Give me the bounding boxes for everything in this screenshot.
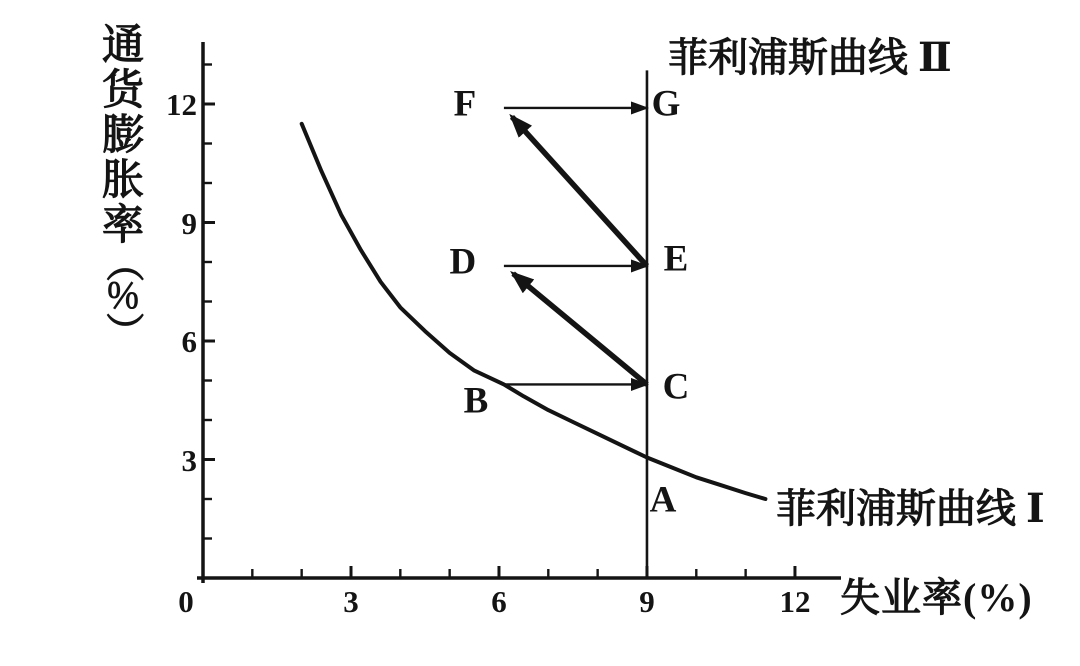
- curve-ii-label: 菲利浦斯曲线 Ⅱ: [668, 35, 952, 80]
- point-label-C: C: [662, 366, 690, 408]
- y-axis-title: [96, 23, 150, 350]
- y-tick-label-6: 6: [181, 324, 197, 359]
- y-axis-title-char: 胀: [101, 158, 144, 204]
- y-axis-title-char: ％: [105, 277, 141, 316]
- point-label-E: E: [663, 238, 689, 280]
- y-tick-label-12: 12: [166, 87, 197, 122]
- x-tick-label-3: 3: [343, 584, 359, 619]
- point-label-G: G: [651, 83, 681, 125]
- y-tick-label-3: 3: [181, 442, 197, 478]
- x-tick-label-9: 9: [639, 584, 655, 619]
- y-axis-title-char: 膨: [101, 113, 144, 159]
- curve-i-label: 菲利浦斯曲线 Ⅰ: [776, 486, 1045, 531]
- curves: [302, 70, 766, 578]
- point-label-D: D: [449, 241, 477, 283]
- point-label-F: F: [453, 83, 477, 125]
- arrow-E-to-F: [512, 117, 647, 266]
- adjustment-arrows: [504, 108, 647, 385]
- x-tick-label-6: 6: [491, 584, 507, 619]
- y-axis-title-char: 率: [101, 203, 144, 249]
- y-axis-title-char: （: [102, 243, 144, 282]
- y-tick-label-9: 9: [181, 205, 197, 241]
- y-axis-title-char: 货: [101, 68, 144, 114]
- arrow-C-to-D: [513, 274, 647, 385]
- x-axis-title: 失业率(%): [840, 575, 1033, 620]
- x-tick-label-0: 0: [178, 584, 194, 619]
- point-label-A: A: [649, 479, 677, 521]
- y-axis-title-char: ）: [102, 311, 144, 350]
- y-axis-title-char: 通: [101, 23, 144, 69]
- point-label-B: B: [463, 380, 489, 422]
- phillips-curve-1: [302, 124, 766, 499]
- x-tick-label-12: 12: [779, 584, 811, 619]
